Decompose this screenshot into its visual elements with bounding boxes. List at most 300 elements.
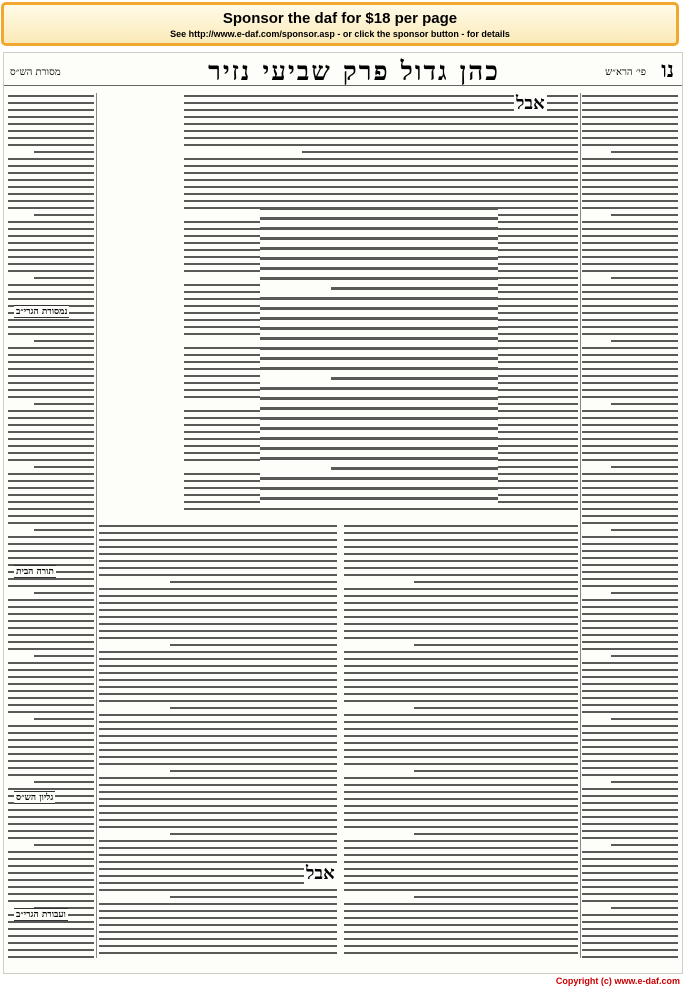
text-line [99, 616, 337, 618]
text-line [582, 354, 678, 356]
text-line [8, 480, 94, 482]
text-line [344, 567, 578, 569]
text-line [582, 319, 678, 321]
text-line [8, 284, 94, 286]
text-line [611, 151, 678, 153]
text-line [8, 354, 94, 356]
text-line [99, 525, 337, 527]
text-line [260, 207, 498, 210]
text-line [8, 256, 94, 258]
text-line [344, 875, 578, 877]
text-line [582, 130, 678, 132]
text-line [99, 889, 337, 891]
text-line [99, 672, 337, 674]
text-line [99, 693, 337, 695]
text-line [34, 844, 94, 846]
text-line [34, 529, 94, 531]
text-line [582, 648, 678, 650]
text-line [582, 438, 678, 440]
text-line [170, 770, 337, 772]
text-line [582, 235, 678, 237]
text-line [99, 777, 337, 779]
text-line [344, 672, 578, 674]
text-line [582, 396, 678, 398]
text-line [582, 571, 678, 573]
text-line [170, 833, 337, 835]
text-line [260, 257, 498, 260]
text-line [260, 437, 498, 440]
text-line [99, 658, 337, 660]
text-line [8, 599, 94, 601]
gemara-text-block [260, 203, 498, 508]
text-line [8, 725, 94, 727]
text-line [8, 291, 94, 293]
text-line [34, 214, 94, 216]
column-divider [96, 93, 97, 958]
text-line [582, 515, 678, 517]
copyright-notice[interactable]: Copyright (c) www.e-daf.com [555, 976, 680, 986]
mishna-opening-word: אבל [516, 93, 545, 114]
text-line [582, 494, 678, 496]
text-line [99, 651, 337, 653]
text-line [8, 543, 94, 545]
text-line [582, 116, 678, 118]
text-line [8, 193, 94, 195]
text-line [8, 550, 94, 552]
text-line [344, 742, 578, 744]
column-divider [580, 93, 581, 958]
text-line [582, 599, 678, 601]
rosh-commentary-column [582, 91, 678, 961]
text-line [8, 865, 94, 867]
text-line [99, 791, 337, 793]
text-line [260, 427, 498, 430]
text-line [260, 367, 498, 370]
text-line [582, 193, 678, 195]
text-line [582, 347, 678, 349]
text-line [611, 214, 678, 216]
text-line [99, 665, 337, 667]
text-line [8, 676, 94, 678]
text-line [34, 151, 94, 153]
text-line [34, 781, 94, 783]
text-line [260, 277, 498, 280]
text-line [582, 935, 678, 937]
text-line [582, 830, 678, 832]
text-line [611, 844, 678, 846]
text-line [582, 872, 678, 874]
text-line [8, 165, 94, 167]
text-line [344, 840, 578, 842]
text-line [8, 186, 94, 188]
text-line [260, 307, 498, 310]
text-line [99, 924, 337, 926]
text-line [582, 823, 678, 825]
text-line [8, 732, 94, 734]
text-line [582, 865, 678, 867]
text-line [582, 242, 678, 244]
text-line [99, 574, 337, 576]
talmud-page [3, 52, 683, 974]
text-line [611, 781, 678, 783]
text-line [8, 830, 94, 832]
text-line [260, 447, 498, 450]
text-line [34, 466, 94, 468]
text-line [8, 627, 94, 629]
text-line [170, 707, 337, 709]
text-line [8, 445, 94, 447]
text-line [99, 630, 337, 632]
text-line [582, 606, 678, 608]
text-line [8, 144, 94, 146]
text-line [344, 945, 578, 947]
text-line [414, 833, 578, 835]
text-line [8, 641, 94, 643]
text-line [582, 144, 678, 146]
text-line [99, 686, 337, 688]
text-line [582, 207, 678, 209]
text-line [611, 529, 678, 531]
text-line [582, 746, 678, 748]
text-line [582, 893, 678, 895]
text-line [8, 823, 94, 825]
text-line [99, 903, 337, 905]
text-line [582, 480, 678, 482]
text-line [582, 851, 678, 853]
text-line [8, 501, 94, 503]
text-line [184, 179, 578, 181]
text-line [260, 407, 498, 410]
text-line [8, 690, 94, 692]
text-line [582, 900, 678, 902]
text-line [99, 784, 337, 786]
text-line [260, 267, 498, 270]
text-line [8, 270, 94, 272]
text-line [8, 389, 94, 391]
text-line [99, 861, 337, 863]
text-line [8, 228, 94, 230]
text-line [344, 910, 578, 912]
text-line [344, 868, 578, 870]
text-line [344, 714, 578, 716]
text-line [8, 298, 94, 300]
text-line [344, 854, 578, 856]
text-line [611, 277, 678, 279]
text-line [8, 536, 94, 538]
text-line [344, 882, 578, 884]
text-line [344, 777, 578, 779]
text-line [99, 700, 337, 702]
text-line [582, 641, 678, 643]
text-line [582, 564, 678, 566]
tosafos-opening-word: אבל [306, 863, 335, 884]
text-line [260, 247, 498, 250]
text-line [582, 669, 678, 671]
text-line [582, 424, 678, 426]
text-line [8, 179, 94, 181]
text-line [414, 707, 578, 709]
text-line [344, 763, 578, 765]
text-line [8, 893, 94, 895]
text-line [344, 812, 578, 814]
sponsor-banner[interactable] [1, 2, 679, 46]
text-line [611, 718, 678, 720]
text-line [184, 123, 578, 125]
text-line [99, 749, 337, 751]
text-line [8, 522, 94, 524]
text-line [582, 508, 678, 510]
text-line [34, 718, 94, 720]
text-line [582, 326, 678, 328]
text-line [99, 532, 337, 534]
text-line [582, 585, 678, 587]
text-line [8, 438, 94, 440]
page-header [4, 57, 682, 87]
text-line [582, 417, 678, 419]
text-line [99, 763, 337, 765]
text-line [582, 578, 678, 580]
text-line [582, 263, 678, 265]
text-line [582, 431, 678, 433]
text-line [99, 560, 337, 562]
text-line [8, 585, 94, 587]
text-line [582, 613, 678, 615]
text-line [8, 116, 94, 118]
text-line [8, 809, 94, 811]
text-line [99, 735, 337, 737]
chapter-title: כהן גדול פרק שביעי נזיר [208, 57, 500, 87]
text-line [260, 237, 498, 240]
text-line [260, 347, 498, 350]
text-line [344, 609, 578, 611]
text-line [582, 837, 678, 839]
text-line [582, 886, 678, 888]
text-line [8, 221, 94, 223]
text-line [344, 791, 578, 793]
text-line [344, 602, 578, 604]
text-line [260, 357, 498, 360]
text-line [582, 487, 678, 489]
text-line [582, 445, 678, 447]
text-line [8, 872, 94, 874]
text-line [8, 459, 94, 461]
text-line [184, 158, 578, 160]
text-line [99, 917, 337, 919]
text-line [8, 333, 94, 335]
text-line [582, 179, 678, 181]
text-line [8, 200, 94, 202]
text-line [99, 567, 337, 569]
text-line [582, 914, 678, 916]
text-line [8, 242, 94, 244]
text-line [344, 903, 578, 905]
text-line [582, 858, 678, 860]
text-line [344, 728, 578, 730]
text-line [8, 683, 94, 685]
text-line [8, 249, 94, 251]
text-line [582, 368, 678, 370]
text-line [260, 217, 498, 220]
text-line [344, 847, 578, 849]
text-line [582, 690, 678, 692]
text-line [582, 459, 678, 461]
text-line [344, 595, 578, 597]
text-line [582, 725, 678, 727]
text-line [582, 200, 678, 202]
text-line [582, 543, 678, 545]
text-line [582, 809, 678, 811]
text-line [582, 305, 678, 307]
text-line [582, 501, 678, 503]
text-line [34, 655, 94, 657]
text-line [582, 298, 678, 300]
text-line [260, 487, 498, 490]
text-line [8, 858, 94, 860]
text-line [99, 728, 337, 730]
text-line [8, 508, 94, 510]
text-line [344, 749, 578, 751]
text-line [344, 917, 578, 919]
text-line [344, 574, 578, 576]
sponsor-title[interactable]: Sponsor the daf for $18 per page [222, 10, 458, 27]
text-line [8, 886, 94, 888]
text-line [8, 606, 94, 608]
rosh-header-label: פי׳ הרא״ש [605, 67, 646, 78]
text-line [99, 546, 337, 548]
text-line [344, 623, 578, 625]
text-line [8, 347, 94, 349]
text-line [344, 525, 578, 527]
text-line [8, 95, 94, 97]
text-line [414, 770, 578, 772]
text-line [582, 375, 678, 377]
text-line [582, 137, 678, 139]
text-line [611, 466, 678, 468]
text-line [8, 123, 94, 125]
text-line [344, 630, 578, 632]
text-line [8, 557, 94, 559]
text-line [184, 200, 578, 202]
text-line [8, 207, 94, 209]
text-line [414, 581, 578, 583]
text-line [8, 452, 94, 454]
text-line [582, 774, 678, 776]
text-line [344, 756, 578, 758]
text-line [184, 116, 578, 118]
text-line [8, 648, 94, 650]
text-line [8, 753, 94, 755]
text-line [99, 910, 337, 912]
text-line [582, 942, 678, 944]
text-line [8, 361, 94, 363]
text-line [184, 193, 578, 195]
text-line [582, 795, 678, 797]
sponsor-subtitle[interactable]: See http://www.e-daf.com/sponsor.asp - or click the sponsor button - for details [170, 29, 510, 39]
margin-section-label: נמסורת הגרי״ב [16, 307, 68, 317]
text-line [582, 816, 678, 818]
text-line [99, 868, 337, 870]
text-line [8, 102, 94, 104]
margin-section-label: גליון הש״ס [16, 793, 54, 803]
margin-section-label: ועבורת הגרי״ב [16, 910, 66, 920]
text-line [582, 382, 678, 384]
text-line [8, 942, 94, 944]
text-line [331, 377, 498, 380]
text-line [184, 172, 578, 174]
text-line [8, 515, 94, 517]
text-line [8, 669, 94, 671]
text-line [582, 921, 678, 923]
text-line [582, 704, 678, 706]
text-line [8, 704, 94, 706]
text-line [611, 403, 678, 405]
text-line [582, 410, 678, 412]
text-line [344, 546, 578, 548]
text-line [344, 861, 578, 863]
text-line [582, 760, 678, 762]
text-line [8, 130, 94, 132]
text-line [34, 277, 94, 279]
text-line [8, 816, 94, 818]
text-line [8, 375, 94, 377]
text-line [611, 655, 678, 657]
text-line [8, 921, 94, 923]
text-line [344, 686, 578, 688]
text-line [582, 634, 678, 636]
text-line [344, 658, 578, 660]
text-line [8, 760, 94, 762]
text-line [582, 158, 678, 160]
text-line [582, 928, 678, 930]
text-line [582, 389, 678, 391]
text-line [582, 109, 678, 111]
text-line [582, 662, 678, 664]
text-line [582, 683, 678, 685]
text-line [8, 739, 94, 741]
text-line [582, 228, 678, 230]
text-line [184, 508, 578, 510]
text-line [414, 644, 578, 646]
text-line [582, 165, 678, 167]
text-line [8, 319, 94, 321]
header-divider [4, 85, 682, 86]
text-line [582, 473, 678, 475]
text-line [8, 410, 94, 412]
text-line [8, 697, 94, 699]
text-line [611, 907, 678, 909]
text-line [260, 387, 498, 390]
text-line [260, 297, 498, 300]
text-line [344, 721, 578, 723]
text-line [414, 896, 578, 898]
text-line [8, 879, 94, 881]
text-line [8, 417, 94, 419]
text-line [582, 767, 678, 769]
text-line [582, 788, 678, 790]
text-line [8, 837, 94, 839]
text-line [8, 326, 94, 328]
text-line [8, 263, 94, 265]
text-line [582, 312, 678, 314]
text-line [582, 739, 678, 741]
text-line [99, 714, 337, 716]
text-line [99, 637, 337, 639]
text-line [8, 424, 94, 426]
text-line [99, 826, 337, 828]
text-line [344, 532, 578, 534]
text-line [344, 665, 578, 667]
text-line [344, 924, 578, 926]
